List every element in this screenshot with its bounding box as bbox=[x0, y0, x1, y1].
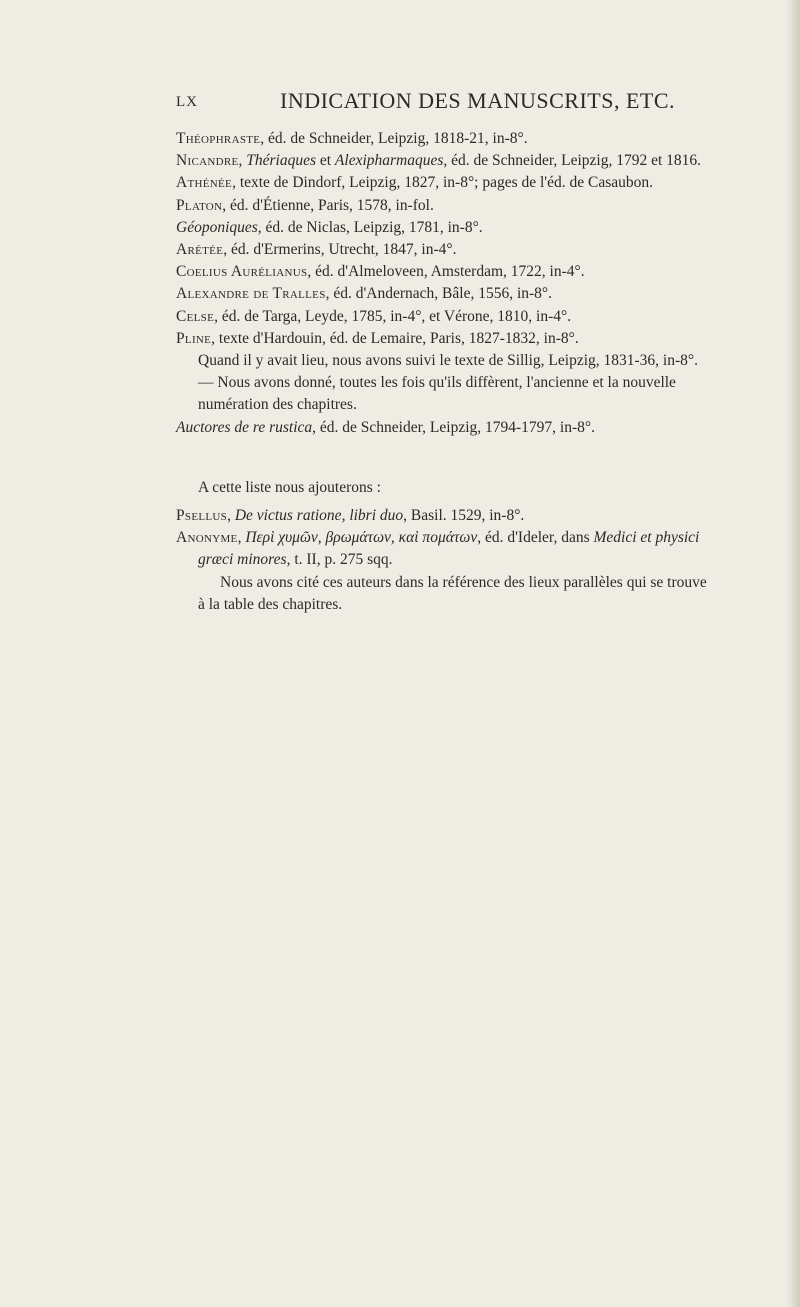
author-name: Coelius Aurélianus bbox=[176, 263, 308, 281]
author-name: Alexandre de Tralles bbox=[176, 285, 326, 303]
page-header bbox=[176, 88, 684, 116]
entry-details: , éd. de Niclas, Leipzig, 1781, in-8°. bbox=[257, 218, 483, 236]
intro-line: A cette liste nous ajouterons : bbox=[198, 478, 381, 496]
page-number: LX bbox=[176, 94, 198, 110]
bibliography-entry bbox=[176, 527, 716, 571]
entry-connector: , bbox=[237, 529, 246, 547]
work-title: Auctores de re rustica bbox=[176, 418, 313, 436]
page-edge-shadow bbox=[786, 0, 800, 1307]
work-title: Medici et physici græci minores bbox=[198, 529, 700, 569]
bibliography-entry bbox=[176, 217, 716, 239]
bibliography-entry bbox=[176, 328, 716, 350]
author-name: Nicandre bbox=[176, 152, 239, 170]
bibliography-entry bbox=[176, 283, 716, 305]
author-name: Anonyme bbox=[176, 529, 238, 547]
entry-details: , éd. d'Andernach, Bâle, 1556, in-8°. bbox=[325, 285, 552, 303]
entry-details: , éd. de Schneider, Leipzig, 1818-21, in-8°. bbox=[260, 130, 528, 147]
bibliography-entry bbox=[176, 239, 716, 261]
entry-details: , éd. d'Ideler, dans bbox=[477, 529, 594, 547]
entry-details: , éd. de Schneider, Leipzig, 1794-1797, in-8°. bbox=[312, 418, 595, 436]
entry-connector: et bbox=[315, 152, 335, 170]
author-name: Théophraste bbox=[176, 130, 261, 147]
author-name: Pline bbox=[176, 329, 212, 347]
author-name: Psellus bbox=[176, 507, 228, 525]
work-title: Alexipharmaques bbox=[334, 152, 444, 170]
author-name: Athénée bbox=[176, 174, 233, 192]
entry-details: , Basil. 1529, in-8°. bbox=[403, 507, 525, 525]
bibliography-body bbox=[176, 128, 716, 616]
entry-details: , éd. de Targa, Leyde, 1785, in-4°, et Vérone, 1810, in-4°. bbox=[214, 307, 572, 325]
entry-details: , éd. d'Almeloveen, Amsterdam, 1722, in-4°. bbox=[307, 263, 585, 281]
bibliography-entry bbox=[176, 172, 716, 194]
bibliography-entry bbox=[176, 150, 716, 172]
entry-connector: , bbox=[238, 152, 247, 170]
bibliography-entry bbox=[176, 306, 716, 328]
entry-details: , éd. d'Étienne, Paris, 1578, in-fol. bbox=[222, 196, 434, 214]
closing-paragraph: Nous avons cité ces auteurs dans la référence des lieux parallèles qui se trouve à la table des chapitres. bbox=[198, 573, 707, 613]
author-name: Arétée bbox=[176, 241, 224, 259]
section-spacer bbox=[176, 439, 716, 477]
entry-connector: , bbox=[227, 507, 235, 525]
running-title: INDICATION DES MANUSCRITS, ETC. bbox=[280, 88, 676, 113]
bibliography-entry bbox=[176, 261, 716, 283]
entry-details: , éd. d'Ermerins, Utrecht, 1847, in-4°. bbox=[223, 241, 457, 259]
bibliography-entry bbox=[176, 505, 716, 527]
entry-details: , texte de Dindorf, Leipzig, 1827, in-8°; pages de l'éd. de Casaubon. bbox=[232, 174, 653, 192]
bibliography-entry bbox=[176, 417, 716, 439]
work-title: De victus ratione, libri duo bbox=[234, 507, 404, 525]
work-title: Géoponiques bbox=[176, 218, 258, 236]
greek-title: Περὶ χυμῶν, βρωμάτων, καὶ πομάτων bbox=[245, 529, 478, 547]
author-name: Celse bbox=[176, 307, 215, 325]
work-title: Thériaques bbox=[246, 152, 316, 170]
bibliography-entry bbox=[176, 195, 716, 217]
entry-details: , éd. de Schneider, Leipzig, 1792 et 1816. bbox=[443, 152, 702, 170]
entry-note: Quand il y avait lieu, nous avons suivi le texte de Sillig, Leipzig, 1831-36, in-8°. — Nous avons donné, toutes les fois qu'ils diffèrent, l'ancienne et la nouvelle numération des chapitres. bbox=[198, 352, 698, 414]
author-name: Platon bbox=[176, 196, 223, 214]
entry-details: , t. II, p. 275 sqq. bbox=[286, 551, 393, 569]
bibliography-entry bbox=[176, 128, 716, 150]
entry-details: , texte d'Hardouin, éd. de Lemaire, Paris, 1827-1832, in-8°. bbox=[211, 329, 579, 347]
